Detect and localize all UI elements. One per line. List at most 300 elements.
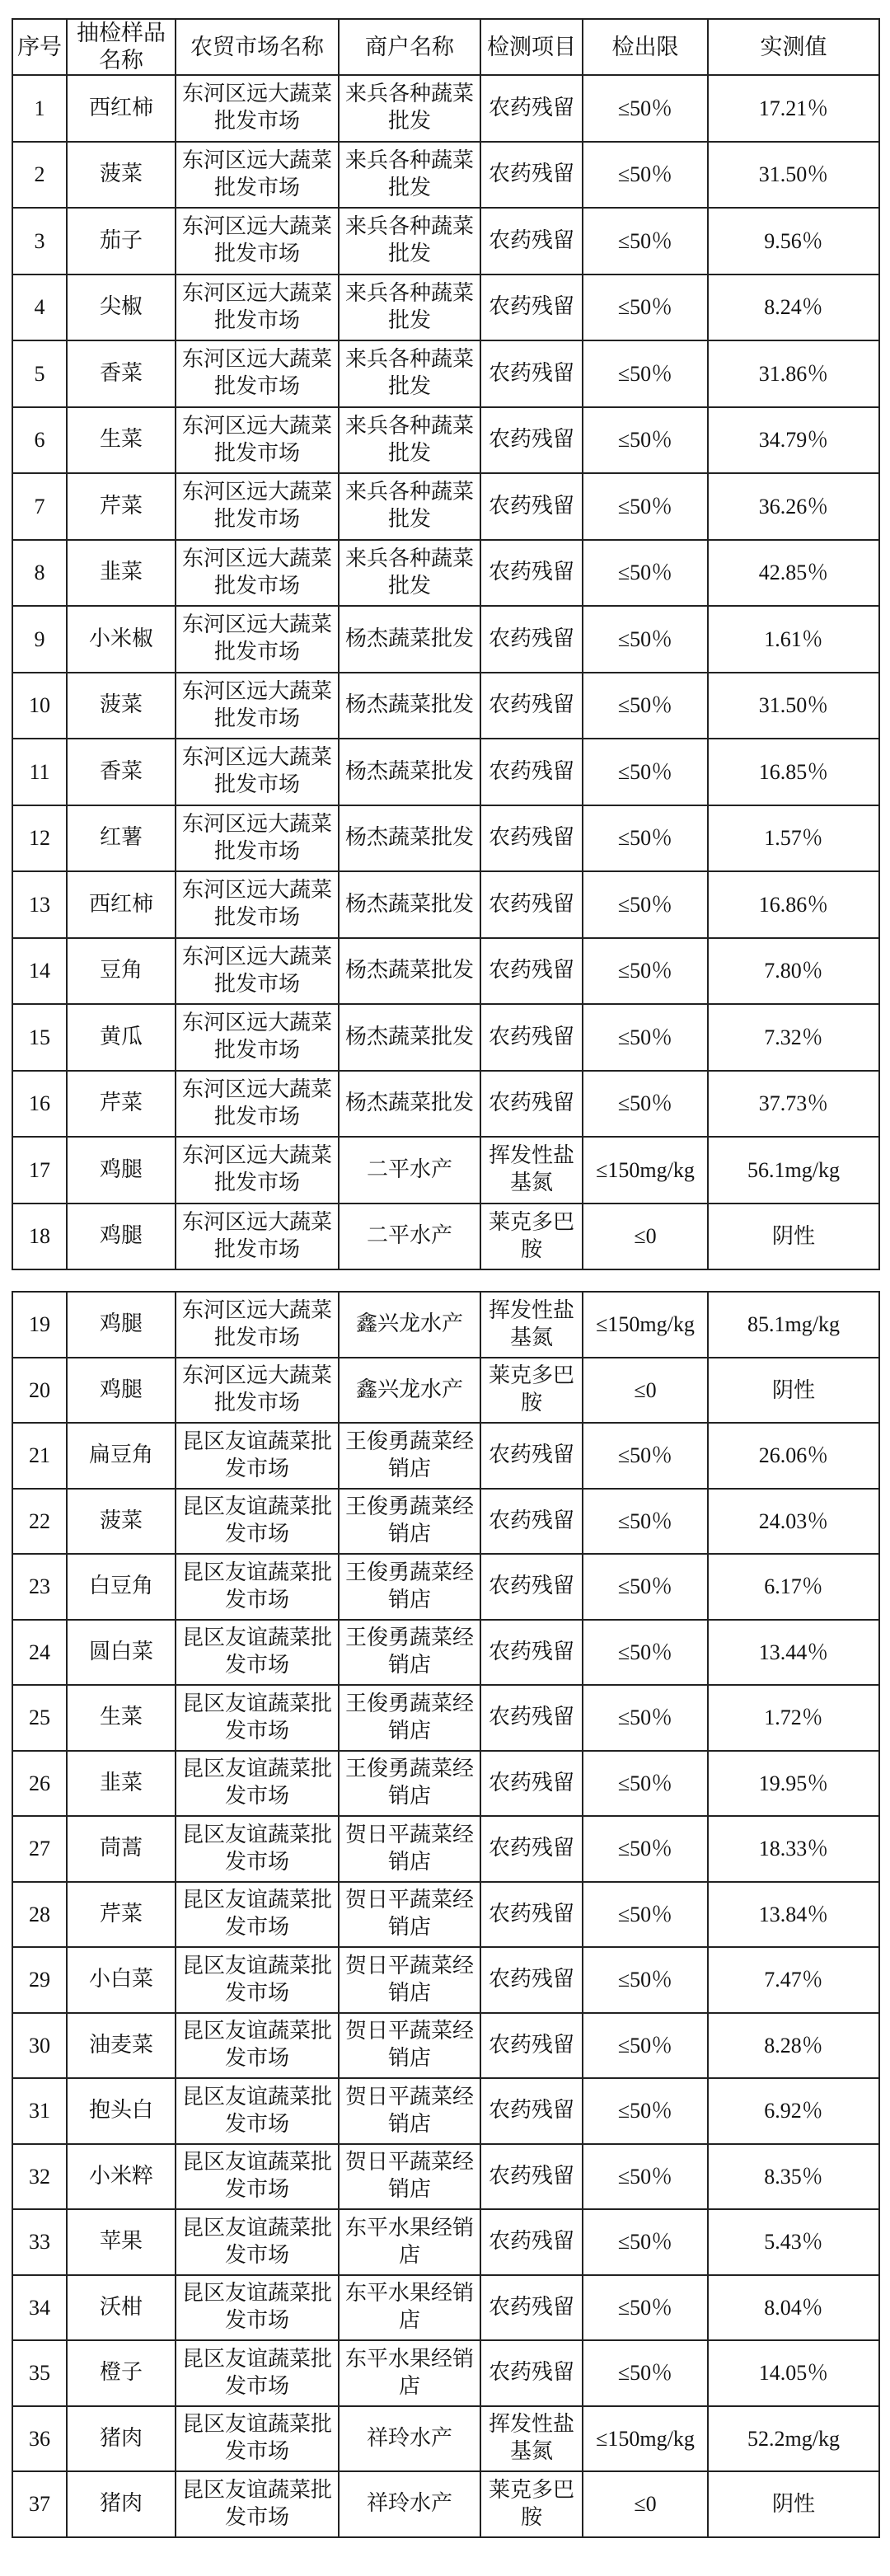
cell-sample-name: 鸡腿 bbox=[67, 1292, 176, 1358]
header-index: 序号 bbox=[12, 19, 67, 75]
cell-sample-name: 芹菜 bbox=[67, 1882, 176, 1948]
cell-index: 37 bbox=[12, 2471, 67, 2537]
cell-index: 35 bbox=[12, 2340, 67, 2406]
cell-sample-name: 抱头白 bbox=[67, 2078, 176, 2144]
cell-sample-name: 生菜 bbox=[67, 1685, 176, 1751]
cell-vendor-name: 王俊勇蔬菜经销店 bbox=[339, 1554, 480, 1620]
cell-detection-limit: ≤150mg/kg bbox=[583, 2406, 708, 2472]
cell-vendor-name: 贺日平蔬菜经销店 bbox=[339, 1882, 480, 1948]
cell-market-name: 东河区远大蔬菜批发市场 bbox=[176, 75, 339, 142]
table-row bbox=[12, 2406, 879, 2472]
table-row bbox=[12, 1292, 879, 1358]
cell-test-item: 农药残留 bbox=[480, 805, 583, 872]
cell-market-name: 昆区友谊蔬菜批发市场 bbox=[176, 1423, 339, 1489]
cell-test-item: 农药残留 bbox=[480, 75, 583, 142]
cell-detection-limit: ≤50％ bbox=[583, 1685, 708, 1751]
table-row bbox=[12, 142, 879, 209]
cell-index: 7 bbox=[12, 473, 67, 540]
cell-vendor-name: 王俊勇蔬菜经销店 bbox=[339, 1685, 480, 1751]
cell-test-item: 农药残留 bbox=[480, 1947, 583, 2013]
cell-detection-limit: ≤50％ bbox=[583, 1071, 708, 1138]
cell-market-name: 东河区远大蔬菜批发市场 bbox=[176, 805, 339, 872]
header-sample-name: 抽检样品名称 bbox=[67, 19, 176, 75]
cell-detection-limit: ≤150mg/kg bbox=[583, 1137, 708, 1204]
cell-market-name: 昆区友谊蔬菜批发市场 bbox=[176, 2275, 339, 2341]
cell-test-item: 农药残留 bbox=[480, 2209, 583, 2275]
header-row bbox=[12, 19, 879, 75]
cell-sample-name: 红薯 bbox=[67, 805, 176, 872]
cell-vendor-name: 来兵各种蔬菜批发 bbox=[339, 407, 480, 474]
cell-measured-value: 85.1mg/kg bbox=[708, 1292, 879, 1358]
cell-measured-value: 阴性 bbox=[708, 1358, 879, 1424]
cell-vendor-name: 杨杰蔬菜批发 bbox=[339, 673, 480, 739]
cell-measured-value: 24.03％ bbox=[708, 1489, 879, 1555]
cell-test-item: 挥发性盐基氮 bbox=[480, 1137, 583, 1204]
cell-market-name: 东河区远大蔬菜批发市场 bbox=[176, 142, 339, 209]
cell-market-name: 东河区远大蔬菜批发市场 bbox=[176, 606, 339, 673]
cell-market-name: 昆区友谊蔬菜批发市场 bbox=[176, 1554, 339, 1620]
cell-vendor-name: 东平水果经销店 bbox=[339, 2275, 480, 2341]
cell-sample-name: 苹果 bbox=[67, 2209, 176, 2275]
cell-index: 11 bbox=[12, 739, 67, 805]
cell-index: 26 bbox=[12, 1751, 67, 1817]
cell-measured-value: 8.35％ bbox=[708, 2144, 879, 2210]
cell-measured-value: 5.43％ bbox=[708, 2209, 879, 2275]
cell-test-item: 农药残留 bbox=[480, 1489, 583, 1555]
cell-sample-name: 猪肉 bbox=[67, 2471, 176, 2537]
cell-market-name: 东河区远大蔬菜批发市场 bbox=[176, 1004, 339, 1071]
cell-detection-limit: ≤50％ bbox=[583, 208, 708, 274]
cell-test-item: 农药残留 bbox=[480, 1751, 583, 1817]
cell-detection-limit: ≤50％ bbox=[583, 1554, 708, 1620]
cell-sample-name: 菠菜 bbox=[67, 142, 176, 209]
cell-detection-limit: ≤150mg/kg bbox=[583, 1292, 708, 1358]
cell-vendor-name: 东平水果经销店 bbox=[339, 2340, 480, 2406]
cell-sample-name: 小米椒 bbox=[67, 606, 176, 673]
table-row bbox=[12, 1554, 879, 1620]
cell-test-item: 农药残留 bbox=[480, 871, 583, 938]
cell-vendor-name: 杨杰蔬菜批发 bbox=[339, 871, 480, 938]
cell-sample-name: 鸡腿 bbox=[67, 1204, 176, 1270]
cell-sample-name: 沃柑 bbox=[67, 2275, 176, 2341]
cell-sample-name: 茄子 bbox=[67, 208, 176, 274]
cell-index: 24 bbox=[12, 1620, 67, 1686]
cell-detection-limit: ≤50％ bbox=[583, 1489, 708, 1555]
cell-test-item: 农药残留 bbox=[480, 340, 583, 407]
cell-market-name: 昆区友谊蔬菜批发市场 bbox=[176, 2340, 339, 2406]
cell-vendor-name: 二平水产 bbox=[339, 1204, 480, 1270]
table-row bbox=[12, 938, 879, 1005]
cell-market-name: 昆区友谊蔬菜批发市场 bbox=[176, 1947, 339, 2013]
cell-detection-limit: ≤50％ bbox=[583, 938, 708, 1005]
cell-index: 8 bbox=[12, 540, 67, 607]
table-row bbox=[12, 606, 879, 673]
cell-measured-value: 1.61％ bbox=[708, 606, 879, 673]
cell-measured-value: 1.72％ bbox=[708, 1685, 879, 1751]
cell-test-item: 莱克多巴胺 bbox=[480, 2471, 583, 2537]
cell-market-name: 昆区友谊蔬菜批发市场 bbox=[176, 2471, 339, 2537]
cell-detection-limit: ≤50％ bbox=[583, 473, 708, 540]
cell-vendor-name: 来兵各种蔬菜批发 bbox=[339, 75, 480, 142]
cell-sample-name: 茼蒿 bbox=[67, 1816, 176, 1882]
cell-measured-value: 31.86％ bbox=[708, 340, 879, 407]
cell-detection-limit: ≤50％ bbox=[583, 75, 708, 142]
cell-measured-value: 18.33％ bbox=[708, 1816, 879, 1882]
cell-vendor-name: 王俊勇蔬菜经销店 bbox=[339, 1620, 480, 1686]
cell-index: 28 bbox=[12, 1882, 67, 1948]
cell-test-item: 农药残留 bbox=[480, 407, 583, 474]
cell-index: 19 bbox=[12, 1292, 67, 1358]
cell-test-item: 农药残留 bbox=[480, 2340, 583, 2406]
cell-market-name: 东河区远大蔬菜批发市场 bbox=[176, 871, 339, 938]
cell-test-item: 农药残留 bbox=[480, 673, 583, 739]
cell-measured-value: 36.26％ bbox=[708, 473, 879, 540]
cell-detection-limit: ≤50％ bbox=[583, 871, 708, 938]
cell-measured-value: 26.06％ bbox=[708, 1423, 879, 1489]
cell-test-item: 农药残留 bbox=[480, 2275, 583, 2341]
cell-detection-limit: ≤50％ bbox=[583, 2340, 708, 2406]
cell-measured-value: 8.24％ bbox=[708, 274, 879, 341]
cell-index: 25 bbox=[12, 1685, 67, 1751]
cell-sample-name: 鸡腿 bbox=[67, 1358, 176, 1424]
cell-vendor-name: 祥玲水产 bbox=[339, 2471, 480, 2537]
cell-measured-value: 阴性 bbox=[708, 2471, 879, 2537]
cell-vendor-name: 杨杰蔬菜批发 bbox=[339, 938, 480, 1005]
inspection-table-part-1 bbox=[12, 18, 880, 1270]
cell-index: 6 bbox=[12, 407, 67, 474]
cell-sample-name: 西红柿 bbox=[67, 871, 176, 938]
header-market-name: 农贸市场名称 bbox=[176, 19, 339, 75]
cell-index: 36 bbox=[12, 2406, 67, 2472]
cell-vendor-name: 杨杰蔬菜批发 bbox=[339, 1071, 480, 1138]
table-row bbox=[12, 2209, 879, 2275]
cell-index: 30 bbox=[12, 2013, 67, 2079]
cell-index: 27 bbox=[12, 1816, 67, 1882]
cell-detection-limit: ≤0 bbox=[583, 1204, 708, 1270]
cell-sample-name: 油麦菜 bbox=[67, 2013, 176, 2079]
cell-sample-name: 香菜 bbox=[67, 340, 176, 407]
table-row bbox=[12, 2340, 879, 2406]
cell-measured-value: 8.04％ bbox=[708, 2275, 879, 2341]
cell-vendor-name: 贺日平蔬菜经销店 bbox=[339, 2013, 480, 2079]
table-row bbox=[12, 75, 879, 142]
table-row bbox=[12, 540, 879, 607]
cell-vendor-name: 东平水果经销店 bbox=[339, 2209, 480, 2275]
table-row bbox=[12, 473, 879, 540]
cell-measured-value: 16.86％ bbox=[708, 871, 879, 938]
cell-measured-value: 31.50％ bbox=[708, 142, 879, 209]
cell-detection-limit: ≤50％ bbox=[583, 2275, 708, 2341]
cell-market-name: 昆区友谊蔬菜批发市场 bbox=[176, 1882, 339, 1948]
cell-detection-limit: ≤50％ bbox=[583, 1620, 708, 1686]
cell-market-name: 东河区远大蔬菜批发市场 bbox=[176, 1137, 339, 1204]
cell-measured-value: 13.44％ bbox=[708, 1620, 879, 1686]
cell-test-item: 莱克多巴胺 bbox=[480, 1204, 583, 1270]
cell-vendor-name: 二平水产 bbox=[339, 1137, 480, 1204]
cell-test-item: 农药残留 bbox=[480, 2144, 583, 2210]
cell-vendor-name: 鑫兴龙水产 bbox=[339, 1292, 480, 1358]
cell-sample-name: 橙子 bbox=[67, 2340, 176, 2406]
cell-vendor-name: 贺日平蔬菜经销店 bbox=[339, 1947, 480, 2013]
table-row bbox=[12, 1423, 879, 1489]
cell-detection-limit: ≤50％ bbox=[583, 340, 708, 407]
cell-sample-name: 豆角 bbox=[67, 938, 176, 1005]
cell-market-name: 昆区友谊蔬菜批发市场 bbox=[176, 1685, 339, 1751]
cell-detection-limit: ≤50％ bbox=[583, 1004, 708, 1071]
cell-measured-value: 7.80％ bbox=[708, 938, 879, 1005]
cell-test-item: 莱克多巴胺 bbox=[480, 1358, 583, 1424]
table-row bbox=[12, 1620, 879, 1686]
table-row bbox=[12, 673, 879, 739]
cell-test-item: 农药残留 bbox=[480, 1816, 583, 1882]
cell-market-name: 昆区友谊蔬菜批发市场 bbox=[176, 1816, 339, 1882]
cell-detection-limit: ≤50％ bbox=[583, 2078, 708, 2144]
cell-index: 17 bbox=[12, 1137, 67, 1204]
cell-index: 18 bbox=[12, 1204, 67, 1270]
cell-market-name: 昆区友谊蔬菜批发市场 bbox=[176, 2406, 339, 2472]
cell-index: 22 bbox=[12, 1489, 67, 1555]
cell-index: 16 bbox=[12, 1071, 67, 1138]
cell-test-item: 挥发性盐基氮 bbox=[480, 2406, 583, 2472]
table-row bbox=[12, 2013, 879, 2079]
cell-test-item: 农药残留 bbox=[480, 1423, 583, 1489]
cell-market-name: 昆区友谊蔬菜批发市场 bbox=[176, 2013, 339, 2079]
cell-detection-limit: ≤50％ bbox=[583, 1882, 708, 1948]
cell-measured-value: 16.85％ bbox=[708, 739, 879, 805]
cell-sample-name: 小米粹 bbox=[67, 2144, 176, 2210]
cell-market-name: 东河区远大蔬菜批发市场 bbox=[176, 1358, 339, 1424]
cell-vendor-name: 来兵各种蔬菜批发 bbox=[339, 540, 480, 607]
table-row bbox=[12, 1685, 879, 1751]
cell-measured-value: 7.47％ bbox=[708, 1947, 879, 2013]
cell-measured-value: 6.92％ bbox=[708, 2078, 879, 2144]
cell-sample-name: 尖椒 bbox=[67, 274, 176, 341]
cell-test-item: 农药残留 bbox=[480, 208, 583, 274]
header-vendor-name: 商户名称 bbox=[339, 19, 480, 75]
cell-detection-limit: ≤50％ bbox=[583, 2209, 708, 2275]
cell-index: 5 bbox=[12, 340, 67, 407]
cell-index: 1 bbox=[12, 75, 67, 142]
cell-detection-limit: ≤50％ bbox=[583, 673, 708, 739]
cell-index: 29 bbox=[12, 1947, 67, 2013]
cell-sample-name: 芹菜 bbox=[67, 1071, 176, 1138]
cell-sample-name: 小白菜 bbox=[67, 1947, 176, 2013]
cell-sample-name: 菠菜 bbox=[67, 1489, 176, 1555]
cell-vendor-name: 杨杰蔬菜批发 bbox=[339, 606, 480, 673]
table-row bbox=[12, 2275, 879, 2341]
cell-market-name: 昆区友谊蔬菜批发市场 bbox=[176, 2209, 339, 2275]
cell-market-name: 东河区远大蔬菜批发市场 bbox=[176, 208, 339, 274]
cell-vendor-name: 贺日平蔬菜经销店 bbox=[339, 2144, 480, 2210]
cell-market-name: 东河区远大蔬菜批发市场 bbox=[176, 540, 339, 607]
table-row bbox=[12, 208, 879, 274]
cell-measured-value: 13.84％ bbox=[708, 1882, 879, 1948]
cell-market-name: 东河区远大蔬菜批发市场 bbox=[176, 340, 339, 407]
cell-test-item: 农药残留 bbox=[480, 606, 583, 673]
table-row bbox=[12, 1137, 879, 1204]
cell-sample-name: 韭菜 bbox=[67, 1751, 176, 1817]
cell-test-item: 农药残留 bbox=[480, 1004, 583, 1071]
table-row bbox=[12, 1947, 879, 2013]
cell-sample-name: 扁豆角 bbox=[67, 1423, 176, 1489]
table-row bbox=[12, 2078, 879, 2144]
cell-measured-value: 31.50％ bbox=[708, 673, 879, 739]
cell-index: 31 bbox=[12, 2078, 67, 2144]
cell-index: 9 bbox=[12, 606, 67, 673]
cell-detection-limit: ≤50％ bbox=[583, 805, 708, 872]
cell-vendor-name: 王俊勇蔬菜经销店 bbox=[339, 1751, 480, 1817]
cell-index: 33 bbox=[12, 2209, 67, 2275]
cell-sample-name: 西红柿 bbox=[67, 75, 176, 142]
cell-measured-value: 34.79％ bbox=[708, 407, 879, 474]
cell-vendor-name: 王俊勇蔬菜经销店 bbox=[339, 1423, 480, 1489]
cell-market-name: 东河区远大蔬菜批发市场 bbox=[176, 473, 339, 540]
cell-index: 21 bbox=[12, 1423, 67, 1489]
cell-detection-limit: ≤50％ bbox=[583, 606, 708, 673]
table-row bbox=[12, 274, 879, 341]
cell-vendor-name: 鑫兴龙水产 bbox=[339, 1358, 480, 1424]
cell-index: 14 bbox=[12, 938, 67, 1005]
cell-market-name: 东河区远大蔬菜批发市场 bbox=[176, 407, 339, 474]
cell-measured-value: 8.28％ bbox=[708, 2013, 879, 2079]
table-row bbox=[12, 407, 879, 474]
cell-index: 4 bbox=[12, 274, 67, 341]
cell-detection-limit: ≤50％ bbox=[583, 274, 708, 341]
cell-sample-name: 芹菜 bbox=[67, 473, 176, 540]
cell-detection-limit: ≤50％ bbox=[583, 1751, 708, 1817]
cell-index: 23 bbox=[12, 1554, 67, 1620]
table-row bbox=[12, 1071, 879, 1138]
cell-market-name: 东河区远大蔬菜批发市场 bbox=[176, 938, 339, 1005]
cell-detection-limit: ≤50％ bbox=[583, 739, 708, 805]
cell-index: 12 bbox=[12, 805, 67, 872]
table-row bbox=[12, 2144, 879, 2210]
cell-measured-value: 阴性 bbox=[708, 1204, 879, 1270]
cell-market-name: 东河区远大蔬菜批发市场 bbox=[176, 274, 339, 341]
cell-measured-value: 6.17％ bbox=[708, 1554, 879, 1620]
cell-market-name: 昆区友谊蔬菜批发市场 bbox=[176, 2078, 339, 2144]
table-row bbox=[12, 1816, 879, 1882]
cell-index: 13 bbox=[12, 871, 67, 938]
cell-sample-name: 韭菜 bbox=[67, 540, 176, 607]
cell-measured-value: 42.85％ bbox=[708, 540, 879, 607]
cell-test-item: 农药残留 bbox=[480, 142, 583, 209]
cell-index: 20 bbox=[12, 1358, 67, 1424]
cell-market-name: 东河区远大蔬菜批发市场 bbox=[176, 739, 339, 805]
cell-test-item: 农药残留 bbox=[480, 1882, 583, 1948]
cell-detection-limit: ≤50％ bbox=[583, 1947, 708, 2013]
cell-vendor-name: 杨杰蔬菜批发 bbox=[339, 805, 480, 872]
cell-market-name: 东河区远大蔬菜批发市场 bbox=[176, 1204, 339, 1270]
cell-measured-value: 9.56％ bbox=[708, 208, 879, 274]
cell-test-item: 农药残留 bbox=[480, 938, 583, 1005]
inspection-table-part-2 bbox=[12, 1291, 880, 2538]
cell-test-item: 农药残留 bbox=[480, 2078, 583, 2144]
table-row bbox=[12, 1751, 879, 1817]
cell-measured-value: 52.2mg/kg bbox=[708, 2406, 879, 2472]
cell-vendor-name: 来兵各种蔬菜批发 bbox=[339, 208, 480, 274]
cell-sample-name: 圆白菜 bbox=[67, 1620, 176, 1686]
cell-index: 2 bbox=[12, 142, 67, 209]
cell-market-name: 昆区友谊蔬菜批发市场 bbox=[176, 1751, 339, 1817]
cell-market-name: 昆区友谊蔬菜批发市场 bbox=[176, 1620, 339, 1686]
cell-measured-value: 37.73％ bbox=[708, 1071, 879, 1138]
cell-market-name: 东河区远大蔬菜批发市场 bbox=[176, 673, 339, 739]
cell-test-item: 农药残留 bbox=[480, 1554, 583, 1620]
cell-measured-value: 14.05％ bbox=[708, 2340, 879, 2406]
cell-measured-value: 56.1mg/kg bbox=[708, 1137, 879, 1204]
table-row bbox=[12, 1882, 879, 1948]
cell-sample-name: 香菜 bbox=[67, 739, 176, 805]
cell-vendor-name: 祥玲水产 bbox=[339, 2406, 480, 2472]
cell-test-item: 农药残留 bbox=[480, 1620, 583, 1686]
cell-index: 32 bbox=[12, 2144, 67, 2210]
cell-test-item: 农药残留 bbox=[480, 540, 583, 607]
cell-measured-value: 7.32％ bbox=[708, 1004, 879, 1071]
cell-vendor-name: 贺日平蔬菜经销店 bbox=[339, 1816, 480, 1882]
cell-test-item: 农药残留 bbox=[480, 2013, 583, 2079]
table-row bbox=[12, 805, 879, 872]
cell-sample-name: 鸡腿 bbox=[67, 1137, 176, 1204]
cell-detection-limit: ≤50％ bbox=[583, 540, 708, 607]
cell-sample-name: 生菜 bbox=[67, 407, 176, 474]
cell-vendor-name: 来兵各种蔬菜批发 bbox=[339, 274, 480, 341]
table-row bbox=[12, 1358, 879, 1424]
table-row bbox=[12, 340, 879, 407]
cell-market-name: 东河区远大蔬菜批发市场 bbox=[176, 1071, 339, 1138]
cell-test-item: 农药残留 bbox=[480, 1071, 583, 1138]
cell-test-item: 挥发性盐基氮 bbox=[480, 1292, 583, 1358]
cell-measured-value: 19.95％ bbox=[708, 1751, 879, 1817]
cell-vendor-name: 来兵各种蔬菜批发 bbox=[339, 142, 480, 209]
cell-vendor-name: 杨杰蔬菜批发 bbox=[339, 1004, 480, 1071]
header-measured-value: 实测值 bbox=[708, 19, 879, 75]
cell-detection-limit: ≤50％ bbox=[583, 2013, 708, 2079]
cell-measured-value: 17.21％ bbox=[708, 75, 879, 142]
cell-vendor-name: 来兵各种蔬菜批发 bbox=[339, 340, 480, 407]
cell-vendor-name: 杨杰蔬菜批发 bbox=[339, 739, 480, 805]
cell-vendor-name: 王俊勇蔬菜经销店 bbox=[339, 1489, 480, 1555]
cell-sample-name: 黄瓜 bbox=[67, 1004, 176, 1071]
cell-detection-limit: ≤50％ bbox=[583, 407, 708, 474]
cell-vendor-name: 贺日平蔬菜经销店 bbox=[339, 2078, 480, 2144]
cell-detection-limit: ≤50％ bbox=[583, 1423, 708, 1489]
cell-vendor-name: 来兵各种蔬菜批发 bbox=[339, 473, 480, 540]
cell-detection-limit: ≤0 bbox=[583, 1358, 708, 1424]
cell-index: 10 bbox=[12, 673, 67, 739]
cell-sample-name: 菠菜 bbox=[67, 673, 176, 739]
cell-index: 34 bbox=[12, 2275, 67, 2341]
cell-market-name: 昆区友谊蔬菜批发市场 bbox=[176, 1489, 339, 1555]
cell-index: 3 bbox=[12, 208, 67, 274]
cell-market-name: 昆区友谊蔬菜批发市场 bbox=[176, 2144, 339, 2210]
table-row bbox=[12, 2471, 879, 2537]
cell-detection-limit: ≤0 bbox=[583, 2471, 708, 2537]
cell-test-item: 农药残留 bbox=[480, 739, 583, 805]
cell-sample-name: 猪肉 bbox=[67, 2406, 176, 2472]
table-row bbox=[12, 871, 879, 938]
table-row bbox=[12, 1204, 879, 1270]
cell-detection-limit: ≤50％ bbox=[583, 2144, 708, 2210]
table-row bbox=[12, 1489, 879, 1555]
cell-test-item: 农药残留 bbox=[480, 473, 583, 540]
cell-test-item: 农药残留 bbox=[480, 1685, 583, 1751]
cell-measured-value: 1.57％ bbox=[708, 805, 879, 872]
header-test-item: 检测项目 bbox=[480, 19, 583, 75]
cell-test-item: 农药残留 bbox=[480, 274, 583, 341]
table-row bbox=[12, 1004, 879, 1071]
cell-detection-limit: ≤50％ bbox=[583, 1816, 708, 1882]
